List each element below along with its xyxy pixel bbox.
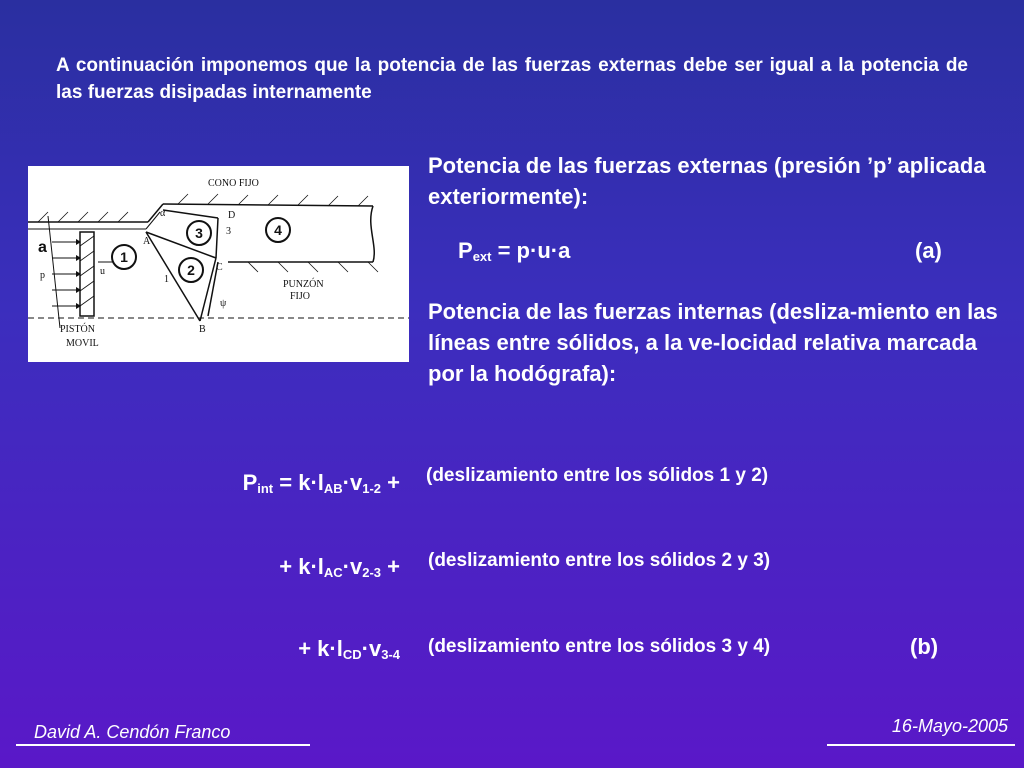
footer-rule-left	[16, 744, 310, 746]
footer-author: David A. Cendón Franco	[34, 722, 231, 742]
label-piston: PISTÓN	[60, 324, 96, 335]
term-3-equation	[298, 636, 400, 662]
term-1-equation	[243, 470, 400, 496]
label-D: D	[228, 210, 236, 221]
die-diagram	[28, 166, 409, 362]
term-2-pre-sub: AC	[323, 565, 343, 580]
label-psi: ψ	[220, 298, 227, 309]
term-1-b: ·v	[342, 470, 363, 495]
term-1-pre: P	[242, 470, 258, 495]
term-2-a-sub: 2-3	[362, 565, 382, 580]
term-3-a: ·v	[361, 636, 382, 661]
term-1-description: (deslizamiento entre los sólidos 1 y 2)	[426, 465, 769, 486]
eq-ext-subscript: ext	[472, 249, 492, 264]
footer-date: 16-Mayo-2005	[891, 716, 1008, 736]
label-C: C	[216, 262, 223, 273]
term-2-a: ·v	[342, 554, 363, 579]
label-num1: 1	[164, 274, 169, 285]
term-2-pre: + k·l	[279, 554, 324, 579]
term-1-a-sub: AB	[323, 481, 343, 496]
term-3-a-sub: 3-4	[381, 647, 400, 662]
term-3-pre-sub: CD	[342, 647, 362, 662]
solid-4-label: 4	[274, 222, 282, 238]
equation-tag-a: (a)	[915, 238, 942, 263]
term-1-a: = k·l	[273, 470, 324, 495]
eq-p-symbol: P	[458, 238, 473, 263]
label-punzon: PUNZÓN	[283, 279, 324, 290]
term-2-equation	[279, 554, 400, 580]
label-cono-fijo: CONO FIJO	[208, 178, 259, 189]
external-power-heading: Potencia de las fuerzas externas (presión ’p’ aplicada exteriormente):	[428, 153, 986, 209]
external-power-equation	[458, 238, 570, 264]
footer-rule-right	[827, 744, 1015, 746]
term-2-post: +	[381, 554, 400, 579]
label-a: a	[38, 239, 47, 256]
term-2-description: (deslizamiento entre los sólidos 2 y 3)	[428, 550, 771, 571]
term-1-pre-sub: int	[257, 481, 274, 496]
term-1-b-sub: 1-2	[362, 481, 382, 496]
label-alpha: α	[160, 208, 166, 219]
label-p: p	[40, 270, 45, 281]
solid-2-label: 2	[187, 262, 195, 278]
label-fijo: FIJO	[290, 291, 311, 302]
term-1-post: +	[381, 470, 400, 495]
term-3-description: (deslizamiento entre los sólidos 3 y 4)	[428, 636, 771, 657]
label-movil: MOVIL	[66, 338, 99, 349]
term-3-pre: + k·l	[298, 636, 343, 661]
die-diagram-svg	[28, 166, 409, 362]
solid-1-label: 1	[120, 249, 128, 265]
equation-tag-b: (b)	[910, 634, 939, 659]
label-B: B	[199, 324, 206, 335]
label-num3: 3	[226, 226, 231, 237]
intro-text: A continuación imponemos que la potencia de las fuerzas externas debe ser igual a la potencia de las fuerzas disipadas internamente	[56, 55, 968, 103]
label-u: u	[100, 266, 105, 277]
eq-rest: = p·u·a	[491, 238, 571, 263]
internal-power-heading: Potencia de las fuerzas internas (desliza-miento en las líneas entre sólidos, a la ve-locidad relativa marcada por la hodógrafa):	[428, 299, 998, 386]
solid-3-label: 3	[195, 225, 203, 241]
label-A: A	[143, 236, 151, 247]
